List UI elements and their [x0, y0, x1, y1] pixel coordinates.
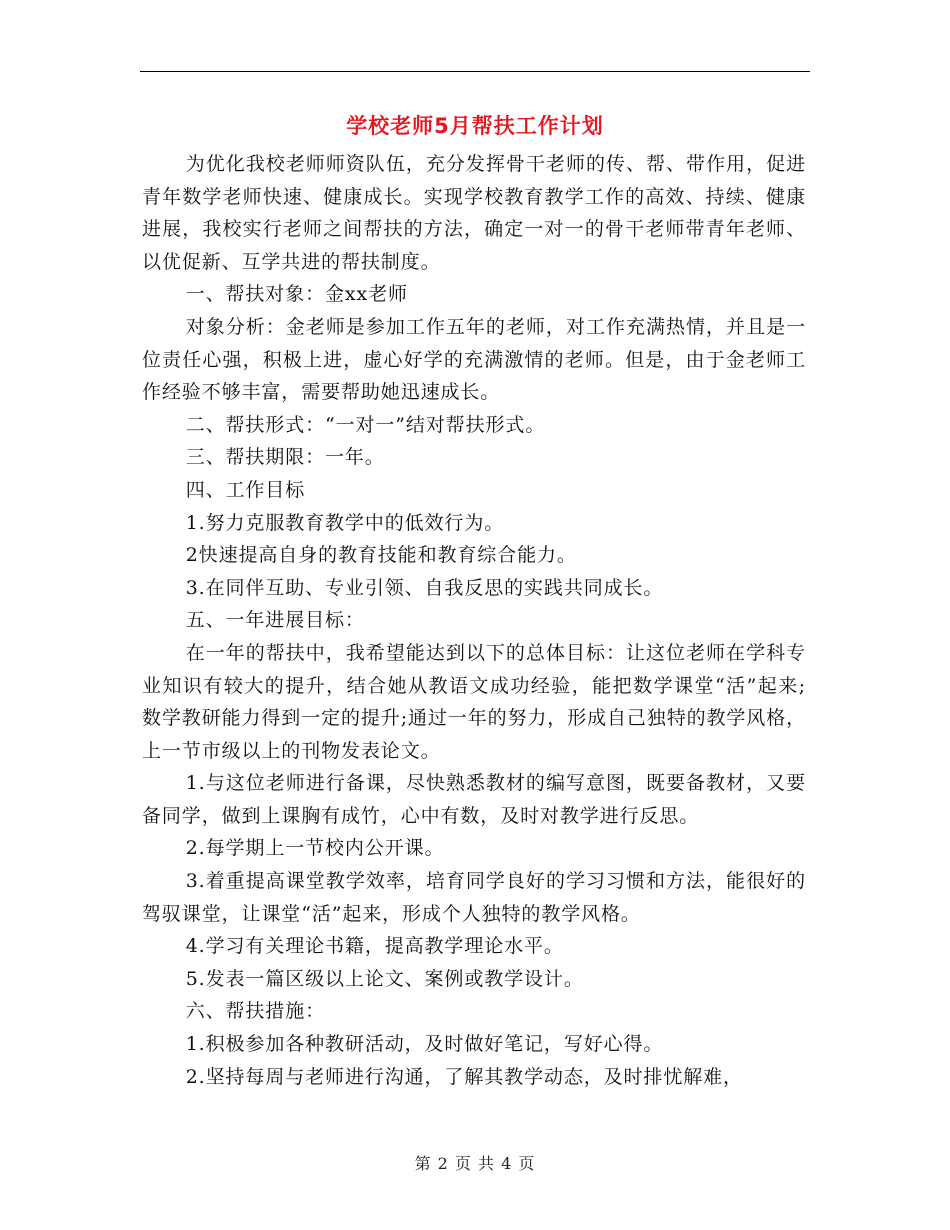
section-heading: 五、一年进展目标： — [185, 609, 365, 632]
section-heading: 三、帮扶期限：一年。 — [185, 446, 385, 469]
list-item: 1.努力克服教育教学中的低效行为。 — [185, 511, 505, 534]
list-item: 4.学习有关理论书籍，提高教学理论水平。 — [185, 935, 564, 958]
document-body — [142, 148, 806, 1093]
section-heading: 一、帮扶对象：金xx老师 — [185, 283, 408, 306]
list-item: 1.积极参加各种教研活动，及时做好笔记，写好心得。 — [185, 1033, 664, 1056]
page-number-footer: 第 2 页 共 4 页 — [414, 1154, 536, 1173]
list-item: 1.与这位老师进行备课，尽快熟悉教材的编写意图，既要备教材，又要备同学，做到上课胸有成竹，心中有数，及时对教学进行反思。 — [142, 772, 806, 827]
section-heading: 四、工作目标 — [185, 478, 306, 501]
list-item: 2快速提高自身的教育技能和教育综合能力。 — [185, 544, 577, 567]
section-heading: 六、帮扶措施： — [185, 1000, 325, 1023]
paragraph: 在一年的帮扶中，我希望能达到以下的总体目标：让这位老师在学科专业知识有较大的提升，结合她从教语文成功经验，能把数学课堂“活”起来;数学教研能力得到一定的提升;通过一年的努力，形成自己独特的教学风格，上一节市级以上的刊物发表论文。 — [142, 641, 807, 762]
list-item: 3.着重提高课堂教学效率，培育同学良好的学习习惯和方法，能很好的驾驭课堂，让课堂“活”起来，形成个人独特的教学风格。 — [142, 870, 806, 925]
document-title: 学校老师5月帮扶工作计划 — [346, 114, 604, 138]
header-rule — [140, 71, 810, 72]
paragraph: 对象分析：金老师是参加工作五年的老师，对工作充满热情，并且是一位责任心强，积极上进，虚心好学的充满激情的老师。但是，由于金老师工作经验不够丰富，需要帮助她迅速成长。 — [142, 315, 806, 404]
list-item: 2.每学期上一节校内公开课。 — [185, 837, 445, 860]
section-heading: 二、帮扶形式：“一对一”结对帮扶形式。 — [185, 413, 546, 436]
list-item: 5.发表一篇区级以上论文、案例或教学设计。 — [185, 967, 584, 990]
intro-paragraph: 为优化我校老师师资队伍，充分发挥骨干老师的传、帮、带作用，促进青年数学老师快速、健康成长。实现学校教育教学工作的高效、持续、健康进展，我校实行老师之间帮扶的方法，确定一对一的骨干老师带青年老师、以优促新、互学共进的帮扶制度。 — [142, 153, 806, 273]
list-item: 3.在同伴互助、专业引领、自我反思的实践共同成长。 — [185, 576, 664, 599]
list-item: 2.坚持每周与老师进行沟通，了解其教学动态，及时排忧解难， — [185, 1065, 743, 1088]
